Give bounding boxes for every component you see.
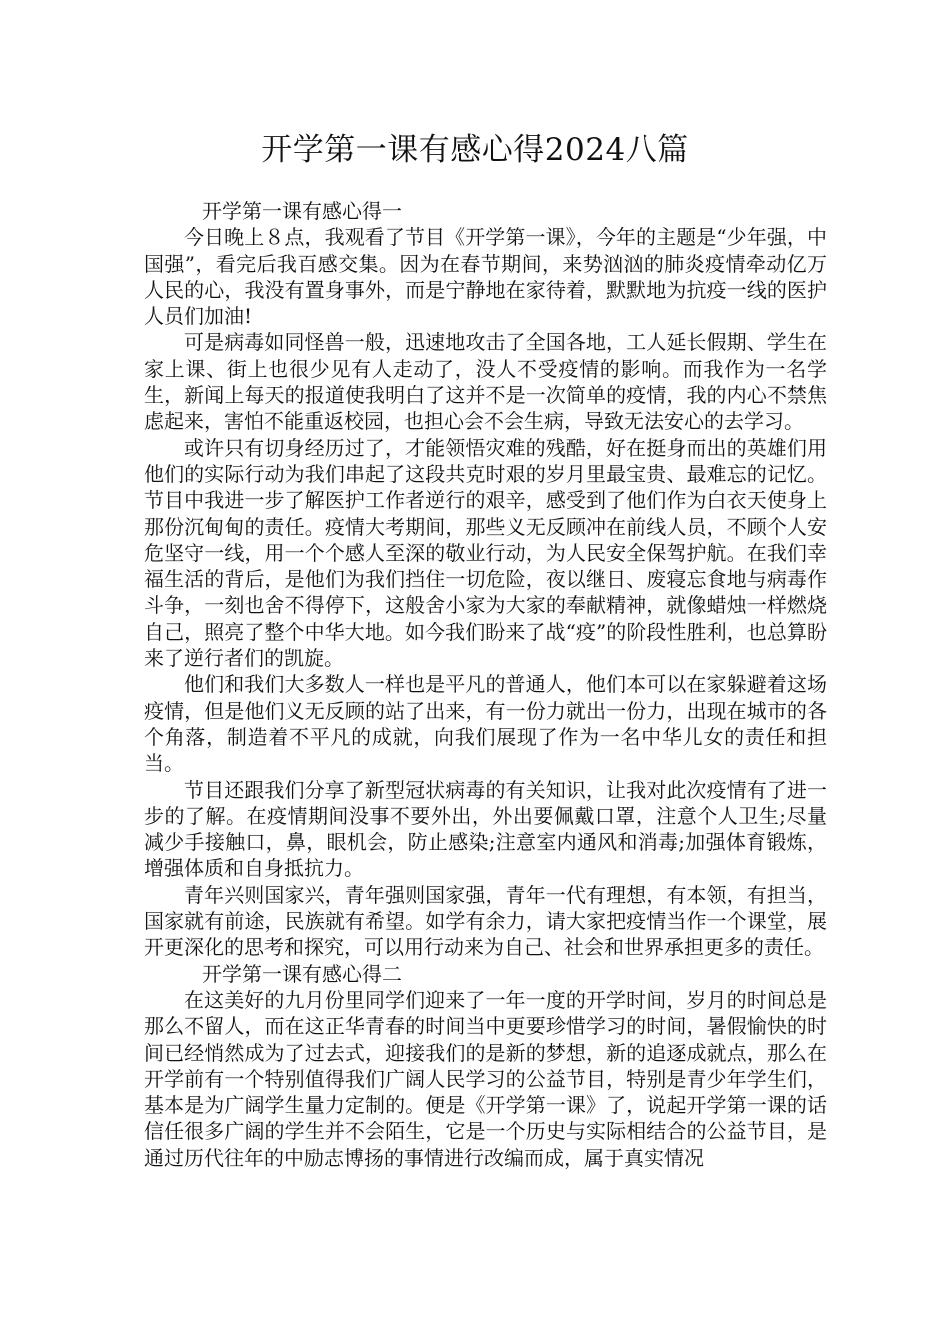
body-paragraph: 青年兴则国家兴，青年强则国家强，青年一代有理想，有本领，有担当，国家就有前途，民族就有希望。如学有余力，请大家把疫情当作一个课堂，展开更深化的思考和探究，可以用行动来为自己、社会和世界承担更多的责任。 [144, 882, 827, 960]
document-body [144, 198, 827, 1171]
body-paragraph: 或许只有切身经历过了，才能领悟灾难的残酷，好在挺身而出的英雄们用他们的实际行动为我们串起了这段共克时艰的岁月里最宝贵、最难忘的记忆。节目中我进一步了解医护工作者逆行的艰辛，感受到了他们作为白衣天使身上那份沉甸甸的责任。疫情大考期间，那些义无反顾冲在前线人员，不顾个人安危坚守一线，用一个个感人至深的敬业行动，为人民安全保驾护航。在我们幸福生活的背后，是他们为我们挡住一切危险，夜以继日、废寝忘食地与病毒作斗争，一刻也舍不得停下，这般舍小家为大家的奉献精神，就像蜡烛一样燃烧自己，照亮了整个中华大地。如今我们盼来了战“疫”的阶段性胜利，也总算盼来了逆行者们的凯旋。 [144, 435, 827, 671]
section-heading-2: 开学第一课有感心得二 [202, 961, 402, 986]
body-paragraph: 今日晚上８点，我观看了节目《开学第一课》，今年的主题是“少年强，中国强”，看完后我百感交集。因为在春节期间，来势汹汹的肺炎疫情牵动亿万人民的心，我没有置身事外，而是宁静地在家待着，默默地为抗疫一线的医护人员们加油! [144, 225, 827, 329]
document-title: 开学第一课有感心得2024八篇 [261, 132, 689, 168]
section-heading-1: 开学第一课有感心得一 [202, 199, 402, 223]
body-paragraph: 节目还跟我们分享了新型冠状病毒的有关知识，让我对此次疫情有了进一步的了解。在疫情期间没事不要外出，外出要佩戴口罩，注意个人卫生;尽量减少手接触口，鼻，眼机会，防止感染;注意室内通风和消毒;加强体育锻炼，增强体质和自身抵抗力。 [144, 777, 827, 881]
body-paragraph: 可是病毒如同怪兽一般，迅速地攻击了全国各地，工人延长假期、学生在家上课、街上也很少见有人走动了，没人不受疫情的影响。而我作为一名学生，新闻上每天的报道使我明白了这并不是一次简单的疫情，我的内心不禁焦虑起来，害怕不能重返校园，也担心会不会生病，导致无法安心的去学习。 [144, 330, 827, 434]
body-paragraph: 他们和我们大多数人一样也是平凡的普通人，他们本可以在家躲避着这场疫情，但是他们义无反顾的站了出来，有一份力就出一份力，出现在城市的各个角落，制造着不平凡的成就，向我们展现了作为一名中华儿女的责任和担当。 [144, 672, 827, 776]
body-paragraph: 在这美好的九月份里同学们迎来了一年一度的开学时间，岁月的时间总是那么不留人，而在这正华青春的时间当中更要珍惜学习的时间，暑假愉快的时间已经悄然成为了过去式，迎接我们的是新的梦想，新的追逐成就点，那么在开学前有一个特别值得我们广阔人民学习的公益节目，特别是青少年学生们，基本是为广阔学生量力定制的。便是《开学第一课》了，说起开学第一课的话信任很多广阔的学生并不会陌生，它是一个历史与实际相结合的公益节目，是通过历代往年的中励志博扬的事情进行改编而成，属于真实情况 [144, 987, 827, 1170]
